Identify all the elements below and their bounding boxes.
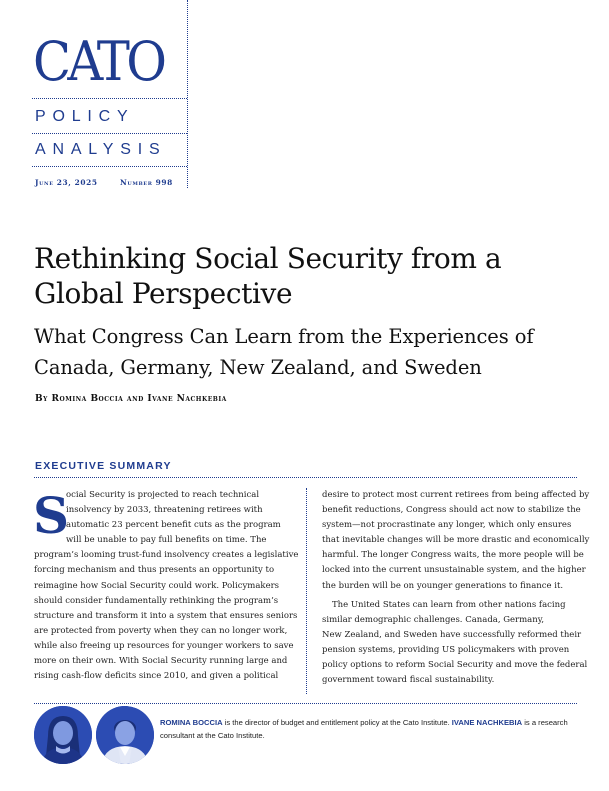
issue-number: Number 998 bbox=[120, 178, 173, 187]
summary-text-line: are protected from poverty when they can no longer work, bbox=[34, 625, 288, 636]
title-line: Global Perspective bbox=[34, 277, 293, 310]
header-vertical-rule bbox=[187, 0, 188, 188]
summary-text-line: more on their own. With Social Security running large and bbox=[34, 656, 288, 667]
author-bio bbox=[160, 716, 580, 742]
series-word-policy: POLICY bbox=[35, 108, 135, 125]
logo-wordmark: CATO bbox=[33, 30, 164, 93]
author-name: IVANE NACHKEBIA bbox=[451, 718, 523, 727]
summary-right-column bbox=[322, 488, 590, 688]
summary-left-column bbox=[34, 488, 299, 684]
author-photo-nachkebia bbox=[96, 706, 154, 764]
summary-text-line: the burden will be on younger generations to finance it. bbox=[322, 580, 564, 591]
header-rule-top bbox=[32, 98, 187, 99]
summary-text-line: program’s looming trust-fund insolvency creates a legislative bbox=[34, 550, 299, 561]
summary-text-line: structure and transform it into a system that ensures seniors bbox=[34, 610, 298, 621]
page-title bbox=[34, 241, 594, 311]
byline: By Romina Boccia and Ivane Nachkebia bbox=[35, 394, 227, 404]
header-rule-middle bbox=[32, 133, 187, 134]
summary-text-line: system—not procrastinate any longer, which only ensures bbox=[322, 520, 572, 531]
author-name: ROMINA BOCCIA bbox=[160, 718, 223, 727]
section-divider bbox=[34, 477, 577, 478]
page-subtitle bbox=[34, 321, 594, 383]
summary-text-line: automatic 23 percent benefit cuts as the program bbox=[66, 520, 281, 531]
author-portrait-icon bbox=[96, 706, 154, 764]
author-portrait-icon bbox=[34, 706, 92, 764]
series-word-analysis: ANALYSIS bbox=[35, 141, 167, 158]
summary-text-line: The United States can learn from other nations facing bbox=[332, 599, 566, 610]
author-description: is the director of budget and entitlement policy at the Cato Institute. bbox=[222, 718, 452, 727]
summary-text-line: harmful. The longer Congress waits, the more people will be bbox=[322, 550, 584, 561]
author-photo-boccia bbox=[34, 706, 92, 764]
summary-text-line: forcing mechanism and thus presents an opportunity to bbox=[34, 565, 275, 576]
column-divider bbox=[306, 488, 307, 694]
summary-text-line: pension systems, providing US policymakers with proven bbox=[322, 644, 570, 655]
summary-text-line: reimagine how Social Security could work. Policymakers bbox=[34, 580, 280, 591]
author-description: is a research consultant at the Cato Institute. bbox=[160, 718, 568, 740]
summary-text-line: while also freeing up resources for younger workers to save bbox=[34, 640, 294, 651]
summary-text-line: will be unable to pay full benefits on time. The bbox=[66, 535, 267, 546]
summary-text-line: New Zealand, and Sweden have successfully reformed their bbox=[322, 629, 582, 640]
title-line: Rethinking Social Security from a bbox=[34, 242, 502, 275]
summary-text-line: government toward fiscal sustainability. bbox=[322, 675, 495, 686]
drop-cap: S bbox=[33, 486, 70, 545]
cato-logo bbox=[33, 30, 168, 94]
executive-summary-heading: EXECUTIVE SUMMARY bbox=[35, 460, 172, 472]
summary-text-line: insolvency by 2033, threatening retirees with bbox=[66, 505, 263, 516]
summary-text-line: desire to protect most current retirees from being affected by bbox=[322, 490, 590, 500]
author-divider bbox=[34, 703, 577, 704]
summary-text-line: policy options to reform Social Security and move the federal bbox=[322, 660, 588, 671]
summary-text-line: benefit reductions, Congress should act now to stabilize the bbox=[322, 505, 581, 516]
summary-text-line: similar demographic challenges. Canada, Germany, bbox=[322, 614, 545, 625]
header-rule-bottom bbox=[32, 166, 187, 167]
summary-text-line: that inevitable changes will be more drastic and economically bbox=[322, 535, 590, 546]
summary-text-line: rising cash-flow deficits since 2010, and given a political bbox=[34, 671, 279, 682]
issue-date: June 23, 2025 bbox=[35, 178, 98, 187]
subtitle-line: Canada, Germany, New Zealand, and Sweden bbox=[34, 356, 482, 379]
summary-text-line: should consider fundamentally rethinking the program’s bbox=[34, 595, 279, 606]
summary-text-line: ocial Security is projected to reach technical bbox=[66, 490, 260, 500]
subtitle-line: What Congress Can Learn from the Experiences of bbox=[34, 325, 534, 348]
summary-text-line: locked into the current unsustainable system, and the higher bbox=[322, 565, 586, 576]
